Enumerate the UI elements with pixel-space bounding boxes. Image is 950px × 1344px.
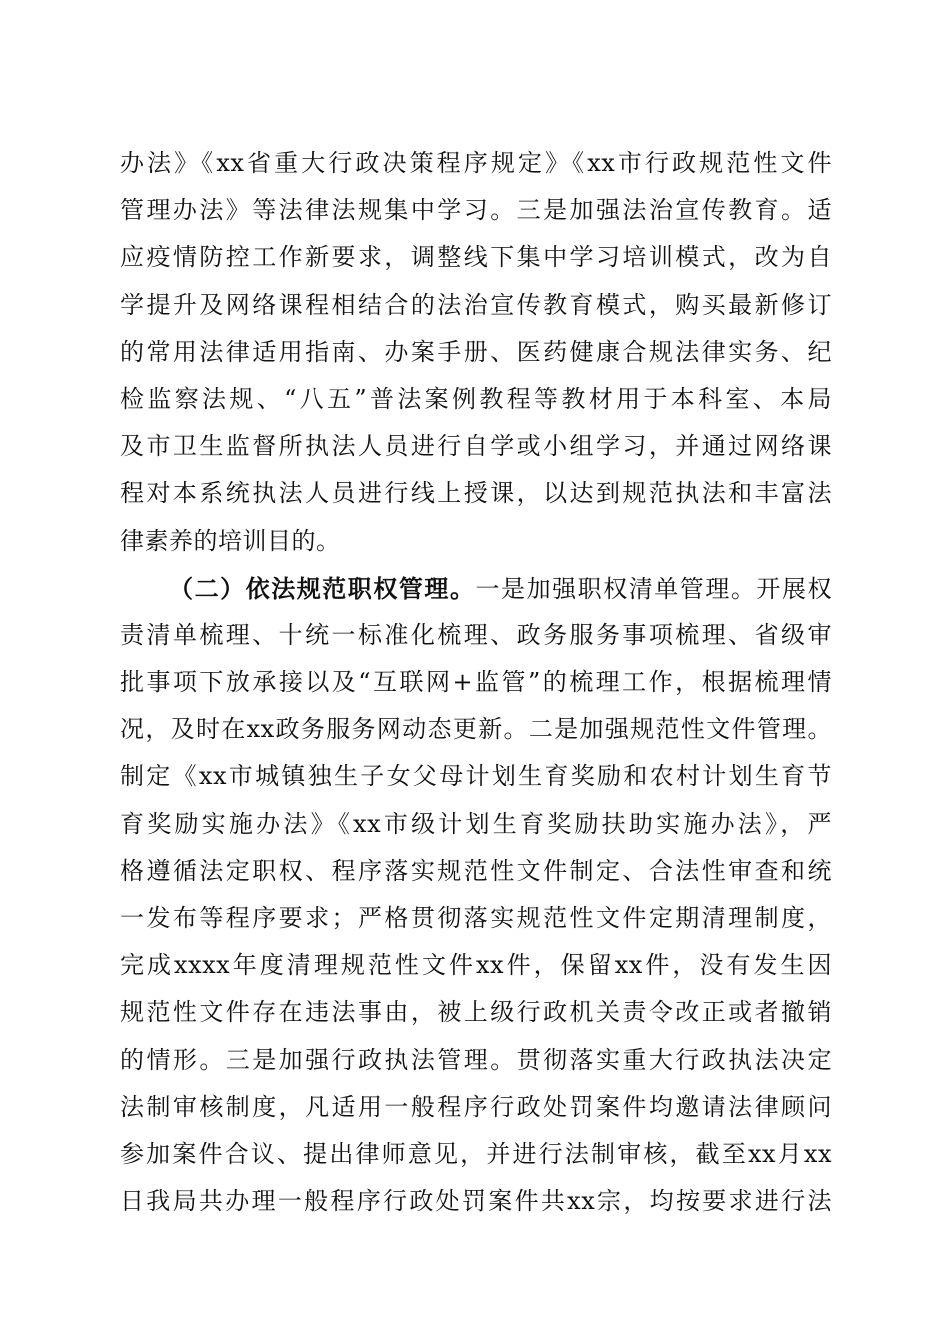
- paragraph-line: 日我局共办理一般程序行政处罚案件共xx宗，均按要求进行法: [120, 1187, 832, 1216]
- paragraph-line: 格遵循法定职权、程序落实规范性文件制定、合法性审查和统: [120, 856, 832, 885]
- heading-line-text: 一是加强职权清单管理。开展权: [475, 574, 832, 603]
- paragraph-line: 程对本系统执法人员进行线上授课，以达到规范执法和丰富法: [120, 479, 832, 508]
- paragraph-line: 管理办法》等法律法规集中学习。三是加强法治宣传教育。适: [120, 196, 832, 225]
- paragraph-line: 参加案件合议、提出律师意见，并进行法制审核，截至xx月xx: [120, 1139, 832, 1168]
- paragraph-line: 检监察法规、“八五”普法案例教程等教材用于本科室、本局: [120, 384, 832, 413]
- paragraph-line: 应疫情防控工作新要求，调整线下集中学习培训模式，改为自: [120, 243, 832, 272]
- paragraph-line: 及市卫生监督所执法人员进行自学或小组学习，并通过网络课: [120, 432, 832, 461]
- paragraph-line: 制定《xx市城镇独生子女父母计划生育奖励和农村计划生育节: [120, 762, 832, 791]
- paragraph-line: 育奖励实施办法》《xx市级计划生育奖励扶助实施办法》，严: [120, 809, 832, 838]
- paragraph-line: 批事项下放承接以及“互联网+监管”的梳理工作，根据梳理情: [120, 668, 832, 697]
- paragraph-line: 的情形。三是加强行政执法管理。贯彻落实重大行政执法决定: [120, 1045, 832, 1074]
- paragraph-line: 一发布等程序要求；严格贯彻落实规范性文件定期清理制度，: [120, 904, 832, 932]
- section-heading-line: [120, 565, 832, 612]
- document-body: [120, 140, 832, 1225]
- paragraph-line: 的常用法律适用指南、办案手册、医药健康合规法律实务、纪: [120, 337, 832, 366]
- paragraph-line: 责清单梳理、十统一标准化梳理、政务服务事项梳理、省级审: [120, 620, 832, 649]
- paragraph-line: 完成xxxx年度清理规范性文件xx件，保留xx件，没有发生因: [120, 951, 832, 980]
- paragraph-line: 况，及时在xx政务服务网动态更新。二是加强规范性文件管理。: [120, 715, 832, 744]
- paragraph-line: 法制审核制度，凡适用一般程序行政处罚案件均邀请法律顾问: [120, 1092, 832, 1121]
- paragraph-line: 办法》《xx省重大行政决策程序规定》《xx市行政规范性文件: [120, 149, 832, 177]
- paragraph-line: 学提升及网络课程相结合的法治宣传教育模式，购买最新修订: [120, 290, 832, 319]
- paragraph-line: 律素养的培训目的。: [120, 526, 341, 555]
- section-heading: （二）依法规范职权管理。: [168, 573, 476, 603]
- paragraph-line: 规范性文件存在违法事由，被上级行政机关责令改正或者撤销: [120, 998, 832, 1027]
